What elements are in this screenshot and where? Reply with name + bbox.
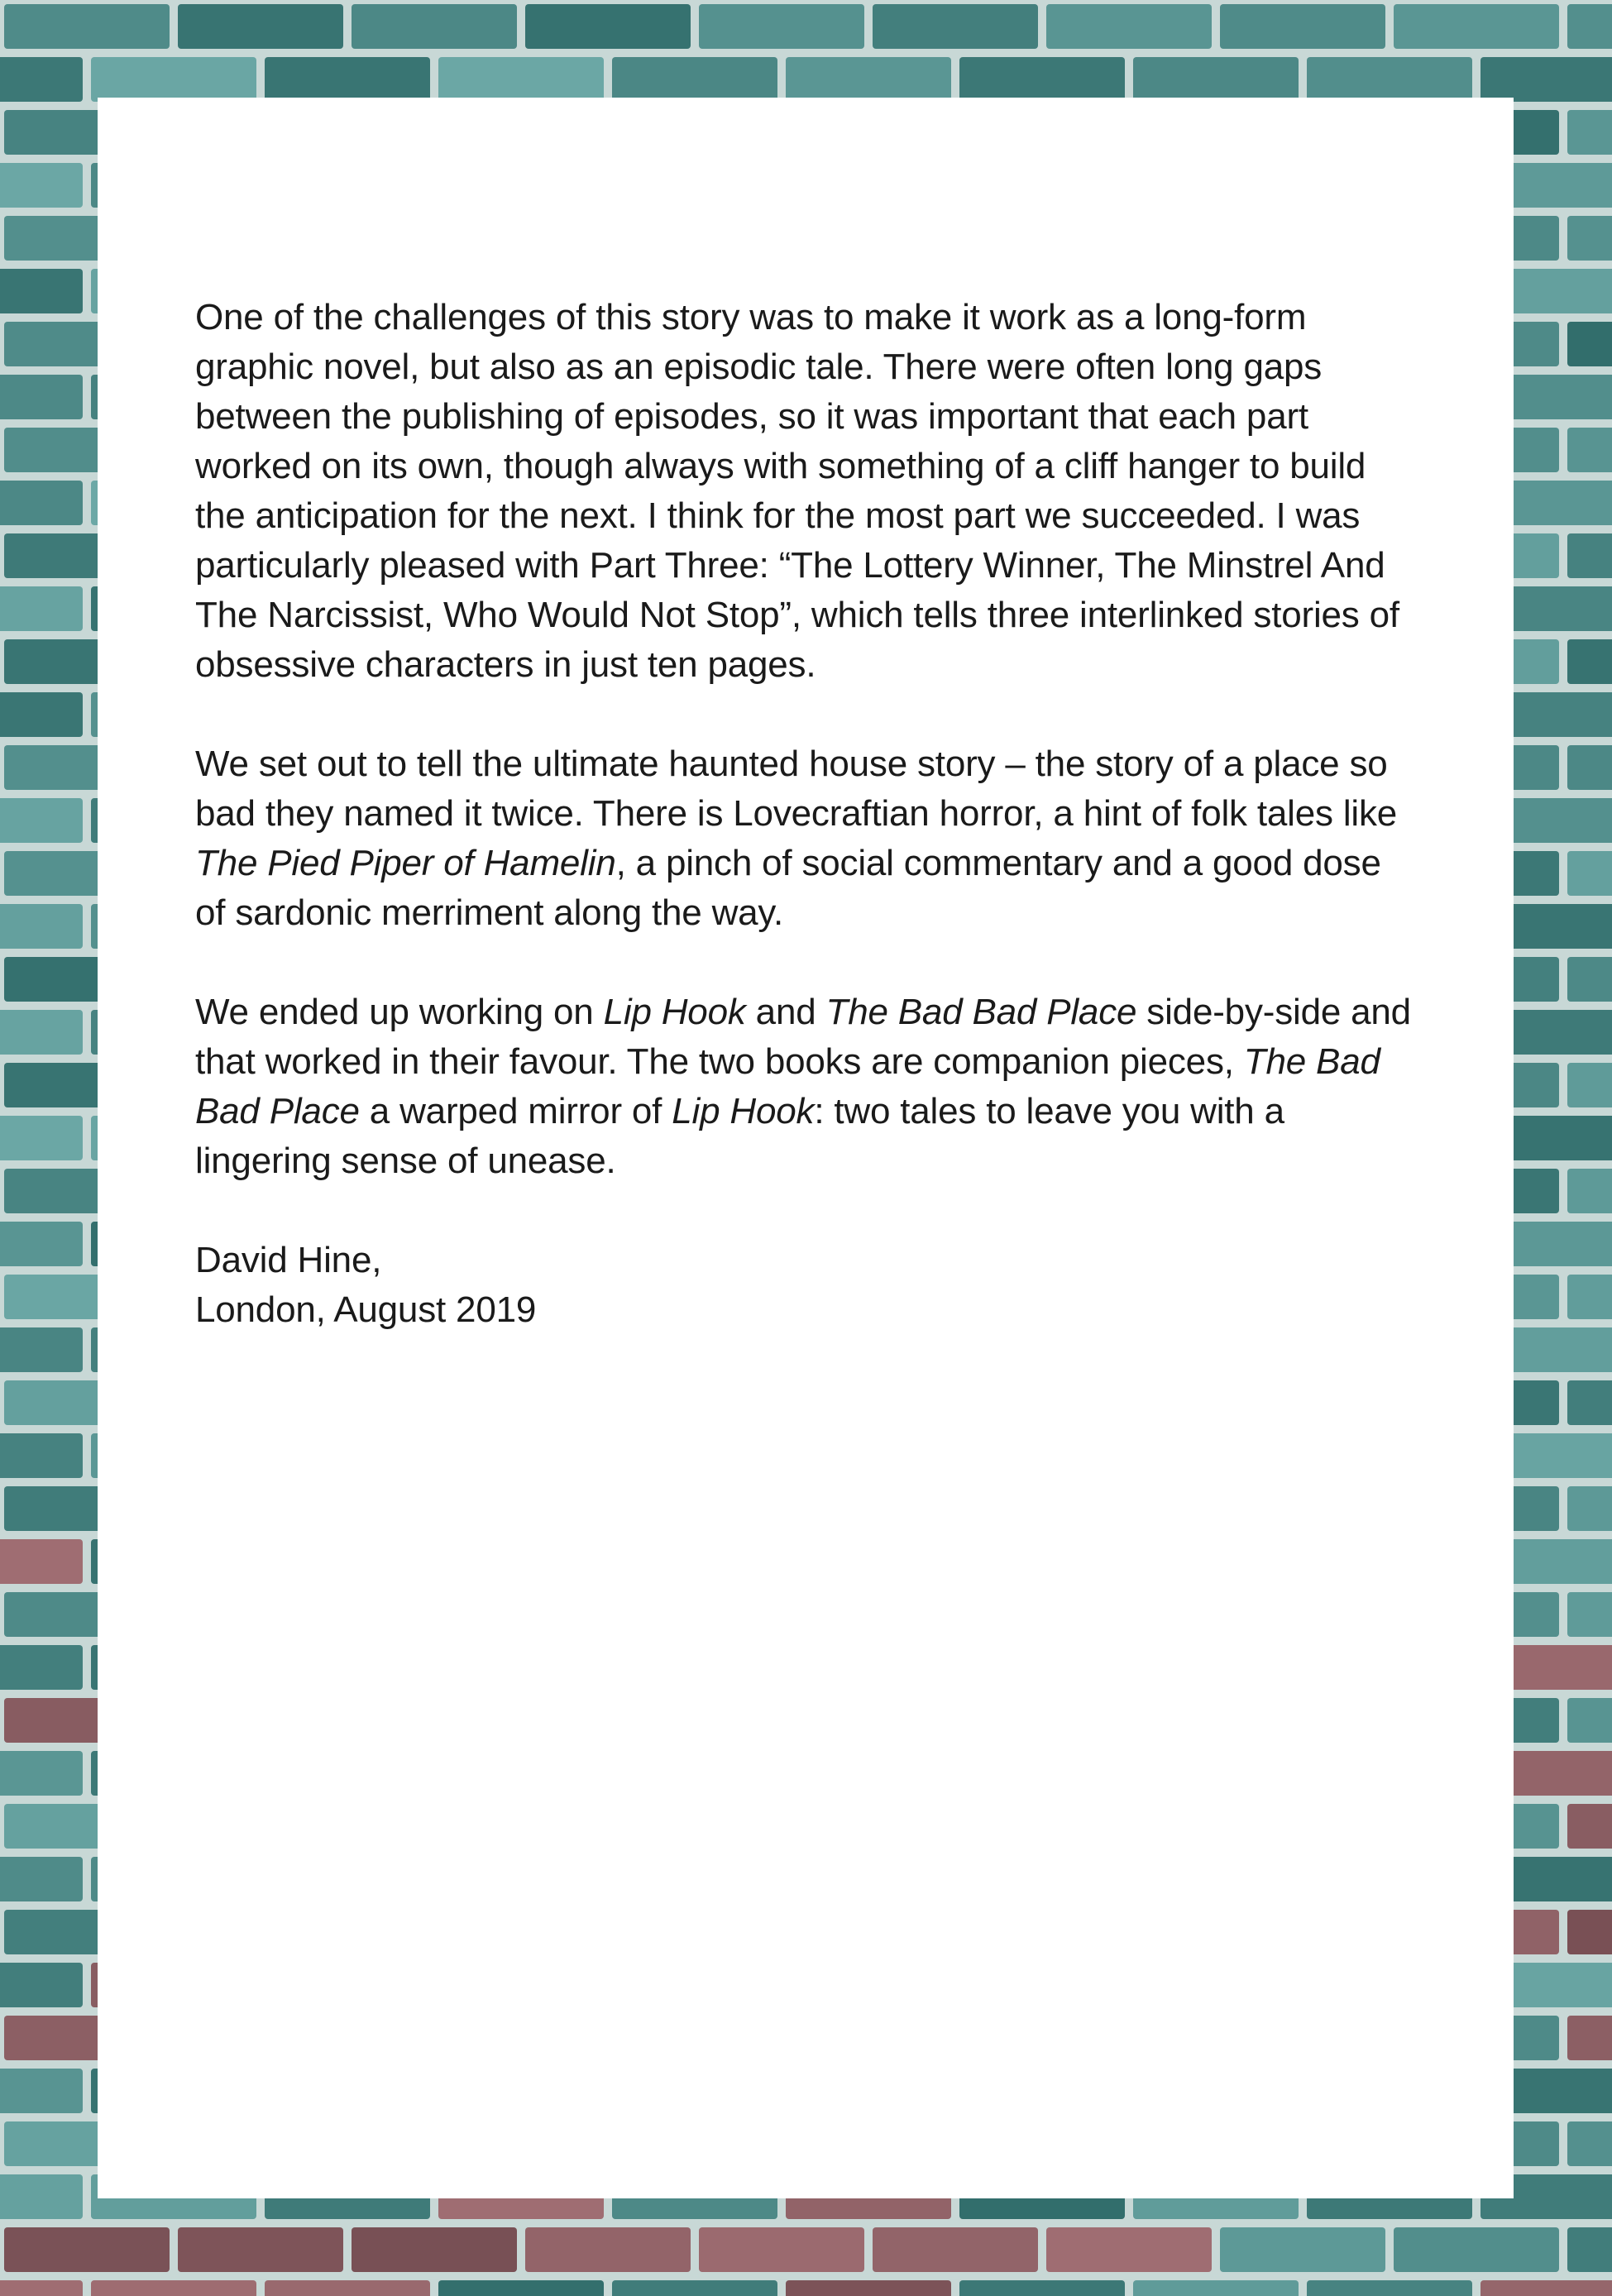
brick [4,4,170,49]
brick [178,2227,343,2272]
brick [91,2280,256,2296]
brick [0,481,83,525]
brick [1567,957,1612,1002]
brick [1567,745,1612,790]
paragraph-3-title-bad-bad-place-2: The Bad Bad Place [195,1041,1380,1131]
paragraph-3-text-a: We ended up working on [195,992,604,1032]
brick [1133,2280,1299,2296]
brick [1567,851,1612,896]
signature-place-date: London, August 2019 [195,1289,537,1330]
brick [1567,533,1612,578]
brick [0,1116,83,1160]
brick [1567,1380,1612,1425]
brick [1567,428,1612,472]
brick [1394,2227,1559,2272]
brick [0,57,83,102]
signature-name: David Hine, [195,1240,382,1280]
paragraph-3-text-d: a warped mirror of [359,1091,672,1131]
brick [0,1963,83,2007]
brick [1567,110,1612,155]
brick [0,375,83,419]
brick [438,57,604,102]
brick [699,2227,864,2272]
brick [0,586,83,631]
brick [1567,1592,1612,1637]
paragraph-3-text-c: side-by-side and that worked in their favour. The two books are companion pieces, [195,992,1411,1082]
brick [265,57,430,102]
brick [0,1222,83,1266]
brick [4,2227,170,2272]
brick [1567,2227,1612,2272]
brick [1567,1169,1612,1213]
brick [1133,57,1299,102]
afterword-page [98,98,1514,2198]
brick [873,4,1038,49]
brick [1567,1063,1612,1107]
brick [1307,2280,1472,2296]
afterword-paragraph-2 [195,739,1416,938]
brick [0,1857,83,1901]
paragraph-3-title-lip-hook-2: Lip Hook [672,1091,815,1131]
brick [0,1327,83,1372]
brick [1480,2280,1612,2296]
brick [0,1539,83,1584]
brick [1567,1910,1612,1954]
brick [786,57,951,102]
brick [1567,2121,1612,2166]
brick [178,4,343,49]
brick [1567,1486,1612,1531]
afterword-paragraph-1 [195,293,1416,690]
brick [1567,1275,1612,1319]
brick [352,2227,517,2272]
brick [0,904,83,949]
brick [1220,4,1385,49]
paragraph-3-title-lip-hook: Lip Hook [603,992,746,1032]
brick [0,2069,83,2113]
brick [0,2280,83,2296]
brick [1480,57,1612,102]
paragraph-2-title-pied-piper: The Pied Piper of Hamelin [195,843,616,883]
brick [1567,1804,1612,1849]
brick [1046,4,1212,49]
brick [959,2280,1125,2296]
signature [195,1236,1416,1335]
brick [0,163,83,208]
brick [0,2174,83,2219]
brick [0,1751,83,1796]
brick [1046,2227,1212,2272]
paragraph-1-text: One of the challenges of this story was to make it work as a long-form graphic novel, but also as an episodic tale. There were often long gaps between the publishing of episodes, so it was important that each part worked on its own, though always with something of a cliff hanger to build the anticipation for the next. I think for the most part we succeeded. I was particularly pleased with Part Three: “The Lottery Winner, The Minstrel And The Narcissist, Who Would Not Stop”, which tells three interlinked stories of obsessive characters in just ten pages. [195,297,1399,685]
brick [612,2280,777,2296]
brick [1567,322,1612,366]
paragraph-3-text-b: and [745,992,826,1032]
brick [1394,4,1559,49]
brick [873,2227,1038,2272]
brick [1567,4,1612,49]
brick [352,4,517,49]
brick [0,1433,83,1478]
brick [265,2280,430,2296]
brick [438,2280,604,2296]
brick [0,798,83,843]
brick [959,57,1125,102]
brick [1567,216,1612,261]
brick [1567,2016,1612,2060]
brick [1307,57,1472,102]
brick [612,57,777,102]
brick [699,4,864,49]
brick [525,4,691,49]
paragraph-3-text-e: : two tales to leave you with a lingering sense of unease. [195,1091,1284,1181]
brick [0,1645,83,1690]
brick [786,2280,951,2296]
brick [1567,639,1612,684]
paragraph-2-text-a: We set out to tell the ultimate haunted house story – the story of a place so bad they named it twice. There is Lovecraftian horror, a hint of folk tales like [195,744,1398,834]
brick [0,692,83,737]
brick [1220,2227,1385,2272]
brick [0,1010,83,1055]
brick [525,2227,691,2272]
brick [91,57,256,102]
paragraph-3-title-bad-bad-place: The Bad Bad Place [825,992,1137,1032]
brick [0,269,83,313]
paragraph-2-text-b: , a pinch of social commentary and a good dose of sardonic merriment along the way. [195,843,1381,933]
brick [1567,1698,1612,1743]
afterword-paragraph-3 [195,988,1416,1186]
